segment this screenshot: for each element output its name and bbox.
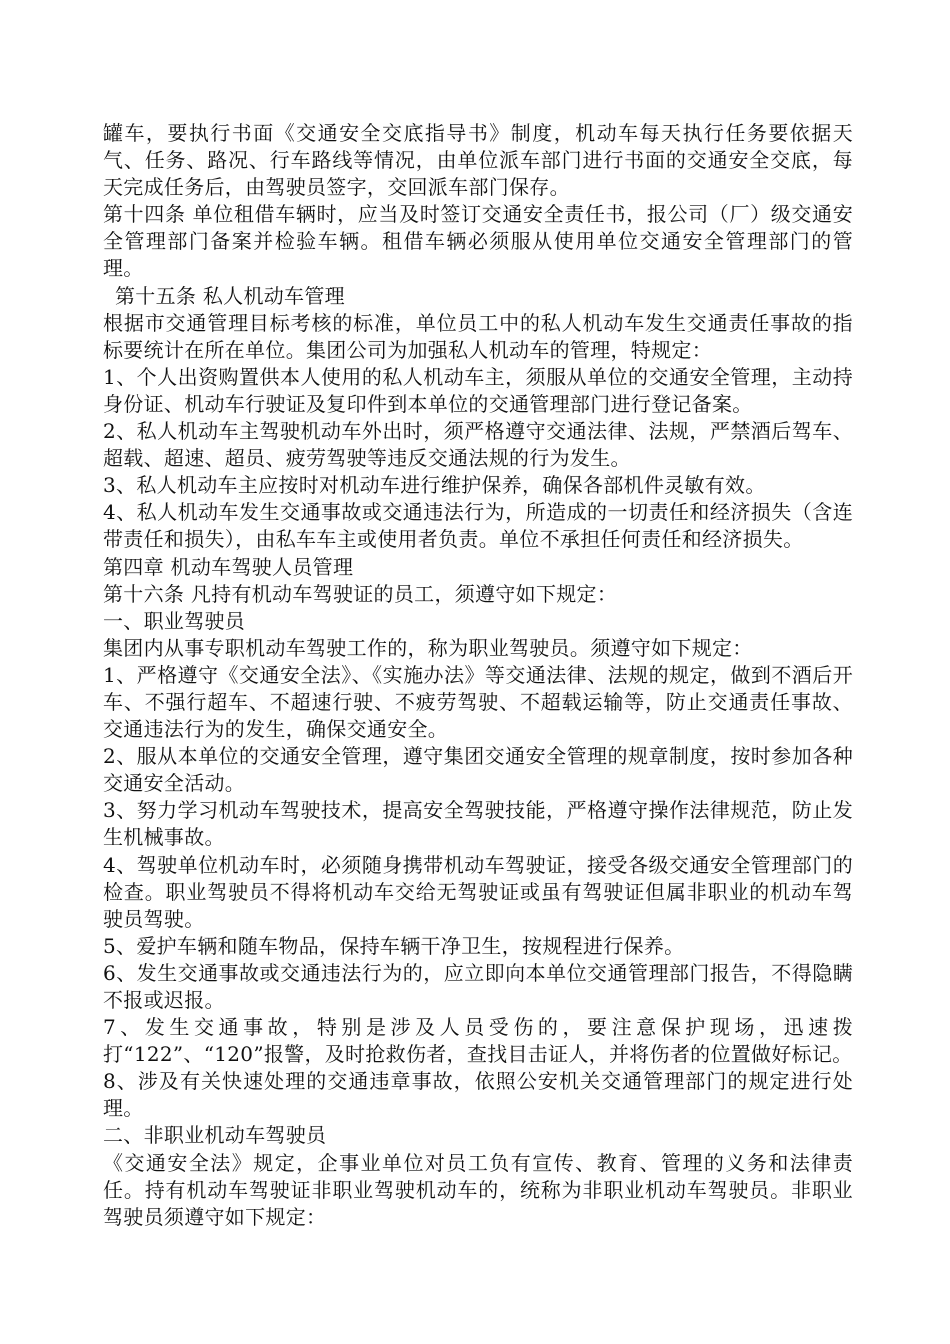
- paragraph-professional-7: 7、发生交通事故，特别是涉及人员受伤的，要注意保护现场，迅速拨打“122”、“120”报警，及时抢救伤者，查找目击证人，并将伤者的位置做好标记。: [103, 1015, 853, 1067]
- paragraph-professional-5: 5、爱护车辆和随车物品，保持车辆干净卫生，按规程进行保养。: [103, 933, 685, 958]
- paragraph-private-4: 4、私人机动车发生交通事故或交通违法行为，所造成的一切责任和经济损失（含连带责任和损失），由私车车主或使用者负责。单位不承担任何责任和经济损失。: [103, 500, 853, 552]
- paragraph-professional-intro: 集团内从事专职机动车驾驶工作的，称为职业驾驶员。须遵守如下规定：: [103, 635, 753, 660]
- heading-article-15: 第十五条 私人机动车管理: [115, 283, 345, 308]
- paragraph-article-14: 第十四条 单位租借车辆时，应当及时签订交通安全责任书，报公司（厂）级交通安全管理部门备案并检验车辆。租借车辆必须服从使用单位交通安全管理部门的管理。: [103, 202, 853, 281]
- paragraph-private-3: 3、私人机动车主应按时对机动车进行维护保养，确保各部机件灵敏有效。: [103, 473, 766, 498]
- paragraph-article-15-intro: 根据市交通管理目标考核的标准，单位员工中的私人机动车发生交通责任事故的指标要统计在所在单位。集团公司为加强私人机动车的管理，特规定：: [103, 310, 853, 362]
- paragraph-professional-3: 3、努力学习机动车驾驶技术，提高安全驾驶技能，严格遵守操作法律规范，防止发生机械事故。: [103, 798, 853, 850]
- heading-chapter-4: 第四章 机动车驾驶人员管理: [103, 554, 354, 579]
- paragraph-tanker-safety-briefing: 罐车，要执行书面《交通安全交底指导书》制度，机动车每天执行任务要依据天气、任务、路况、行车路线等情况，由单位派车部门进行书面的交通安全交底，每天完成任务后，由驾驶员签字，交回派车部门保存。: [103, 121, 853, 200]
- paragraph-professional-6: 6、发生交通事故或交通违法行为的，应立即向本单位交通管理部门报告，不得隐瞒不报或迟报。: [103, 960, 853, 1012]
- heading-professional-drivers: 一、职业驾驶员: [103, 608, 246, 633]
- paragraph-professional-8: 8、涉及有关快速处理的交通违章事故，依照公安机关交通管理部门的规定进行处理。: [103, 1069, 853, 1121]
- heading-article-16: 第十六条 凡持有机动车驾驶证的员工，须遵守如下规定：: [103, 581, 618, 606]
- paragraph-private-2: 2、私人机动车主驾驶机动车外出时，须严格遵守交通法律、法规，严禁酒后驾车、超载、超速、超员、疲劳驾驶等违反交通法规的行为发生。: [103, 419, 853, 471]
- paragraph-non-professional-intro: 《交通安全法》规定，企事业单位对员工负有宣传、教育、管理的义务和法律责任。持有机动车驾驶证非职业驾驶机动车的，统称为非职业机动车驾驶员。非职业驾驶员须遵守如下规定：: [103, 1150, 853, 1229]
- document-page: [103, 120, 853, 1231]
- paragraph-professional-4: 4、驾驶单位机动车时，必须随身携带机动车驾驶证，接受各级交通安全管理部门的检查。职业驾驶员不得将机动车交给无驾驶证或虽有驾驶证但属非职业的机动车驾驶员驾驶。: [103, 852, 853, 931]
- heading-non-professional-drivers: 二、非职业机动车驾驶员: [103, 1123, 327, 1148]
- paragraph-private-1: 1、个人出资购置供本人使用的私人机动车主，须服从单位的交通安全管理，主动持身份证、机动车行驶证及复印件到本单位的交通管理部门进行登记备案。: [103, 364, 853, 416]
- paragraph-professional-1: 1、严格遵守《交通安全法》、《实施办法》等交通法律、法规的规定，做到不酒后开车、不强行超车、不超速行驶、不疲劳驾驶、不超载运输等，防止交通责任事故、交通违法行为的发生，确保交通安全。: [103, 662, 853, 742]
- paragraph-professional-2: 2、服从本单位的交通安全管理，遵守集团交通安全管理的规章制度，按时参加各种交通安全活动。: [103, 744, 853, 796]
